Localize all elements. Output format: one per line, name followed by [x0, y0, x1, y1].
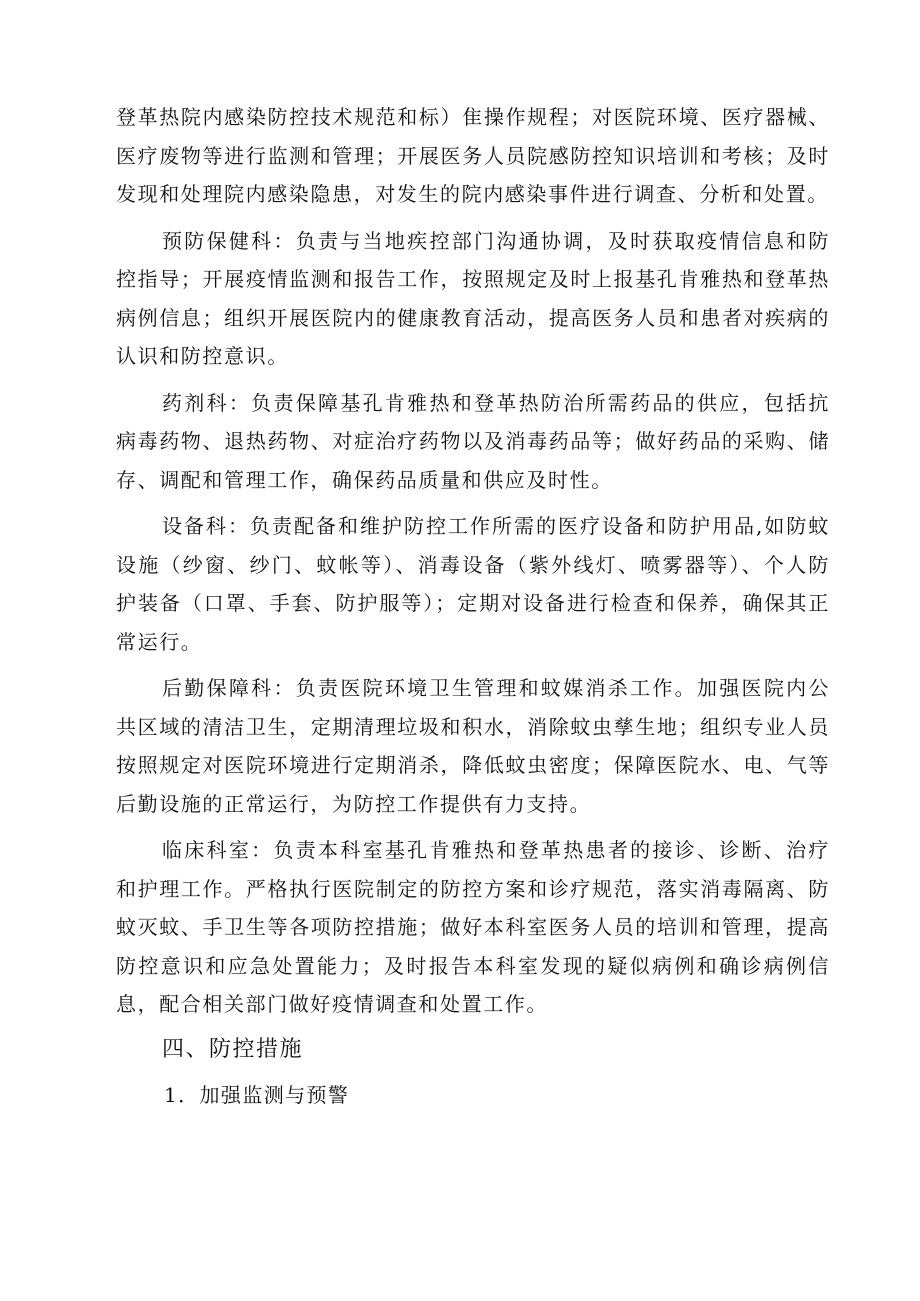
paragraph-pharmacy-dept: 药剂科：负责保障基孔肯雅热和登革热防治所需药品的供应，包括抗病毒药物、退热药物、对症治疗药物以及消毒药品等；做好药品的采购、储存、调配和管理工作，确保药品质量和供应及时性。: [116, 390, 830, 492]
paragraph-infection-control-dept: 登革热院内感染防控技术规范和标）隹操作规程；对医院环境、医疗器械、医疗废物等进行监测和管理；开展医务人员院感防控知识培训和考核；及时发现和处理院内感染隐患，对发生的院内感染事件进行调查、分析和处置。: [116, 105, 830, 206]
section-heading: 四、防控措施: [162, 1036, 304, 1062]
paragraph-clinical-dept: 临床科室：负责本科室基孔肯雅热和登革热患者的接诊、诊断、治疗和护理工作。严格执行医院制定的防控方案和诊疗规范，落实消毒隔离、防蚊灭蚊、手卫生等各项防控措施；做好本科室医务人员的培训和管理，提高防控意识和应急处置能力；及时报告本科室发现的疑似病例和确诊病例信息，配合相关部门做好疫情调查和处置工作。: [116, 838, 830, 1016]
paragraph-preventive-health-dept: 预防保健科：负责与当地疾控部门沟通协调，及时获取疫情信息和防控指导；开展疫情监测和报告工作，按照规定及时上报基孔肯雅热和登革热病例信息；组织开展医院内的健康教育活动，提高医务人员和患者对疾病的认识和防控意识。: [116, 228, 830, 368]
paragraph-equipment-dept: 设备科：负责配备和维护防控工作所需的医疗设备和防护用品,如防蚊设施（纱窗、纱门、蚊帐等）、消毒设备（紫外线灯、喷雾器等）、个人防护装备（口罩、手套、防护服等）；定期对设备进行检查和保养，确保其正常运行。: [116, 514, 830, 654]
document-page: [116, 98, 830, 1114]
paragraph-logistics-dept: 后勤保障科：负责医院环境卫生管理和蚊媒消杀工作。加强医院内公共区域的清洁卫生，定期清理垃圾和积水，消除蚊虫孳生地；组织专业人员按照规定对医院环境进行定期消杀，降低蚊虫密度；保障医院水、电、气等后勤设施的正常运行，为防控工作提供有力支持。: [116, 676, 830, 816]
subsection-heading: 1．加强监测与预警: [164, 1082, 350, 1107]
